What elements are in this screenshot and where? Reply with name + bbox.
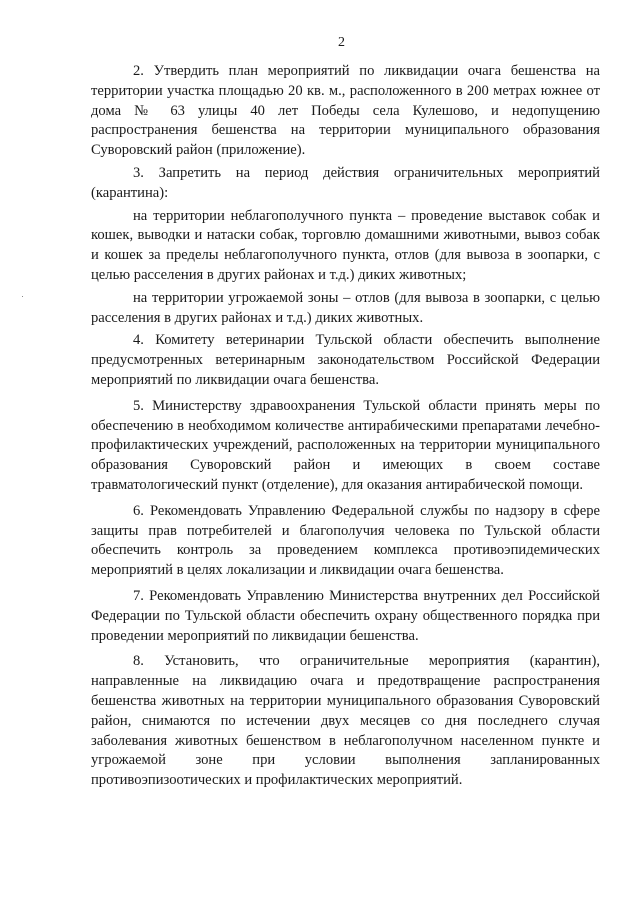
paragraph-2-approve-plan: 2. Утвердить план мероприятий по ликвидации очага бешенства на территории участка площадью 20 кв. м., расположенного в 200 метрах южнее от дома № 63 улицы 40 лет Победы села Кулешово, и недопущению распространения бешенства на территории муниципального образования Суворовский район (приложение).: [91, 63, 600, 159]
paragraph-5-health-ministry: 5. Министерству здравоохранения Тульской области принять меры по обеспечению в необходимом количестве антирабическими препаратами лечебно-профилактических учреждений, расположенных на территории муниципального образования Суворовский район и имеющих в своем составе травматологический пункт (отделение), для оказания антирабической помощи.: [91, 397, 600, 493]
paragraph-3-threatened-zone: на территории угрожаемой зоны – отлов (для вывоза в зоопарки, с целью расселения в других районах и т.д.) диких животных.: [91, 289, 600, 326]
paragraph-3-prohibit: 3. Запретить на период действия ограничительных мероприятий (карантина):: [91, 164, 600, 201]
paragraph-7-interior-ministry: 7. Рекомендовать Управлению Министерства внутренних дел Российской Федерации по Тульской области обеспечить охрану общественного порядка при проведении мероприятий по ликвидации бешенства.: [91, 587, 600, 644]
paragraph-6-consumer-rights-service: 6. Рекомендовать Управлению Федеральной службы по надзору в сфере защиты прав потребителей и благополучия человека по Тульской области обеспечить контроль за проведением комплекса противоэпидемических мероприятий в целях локализации и ликвидации очага бешенства.: [91, 502, 600, 579]
page-number: 2: [338, 35, 345, 50]
paragraph-3-unfavorable-point: на территории неблагополучного пункта – проведение выставок собак и кошек, выводки и натаски собак, торговлю домашними животными, вывоз собак и кошек за пределы неблагополучного пункта, отлов (для вывоза в зоопарки, с целью расселения в других районах и т.д.) диких животных;: [91, 207, 600, 283]
paragraph-4-veterinary-committee: 4. Комитету ветеринарии Тульской области обеспечить выполнение предусмотренных ветеринарным законодательством Российской Федерации мероприятий по ликвидации очага бешенства.: [91, 332, 600, 388]
paragraph-8-quarantine-lifting: 8. Установить, что ограничительные мероприятия (карантин), направленные на ликвидацию очага и предотвращение распространения бешенства животных на территории муниципального образования Суворовский район, снимаются по истечении двух месяцев со дня последнего случая заболевания животных бешенством в неблагополучном населенном пункте и угрожаемой зоне при условии выполнения запланированных противоэпизоотических и профилактических мероприятий.: [91, 653, 600, 789]
scan-margin-mark: [22, 296, 23, 297]
